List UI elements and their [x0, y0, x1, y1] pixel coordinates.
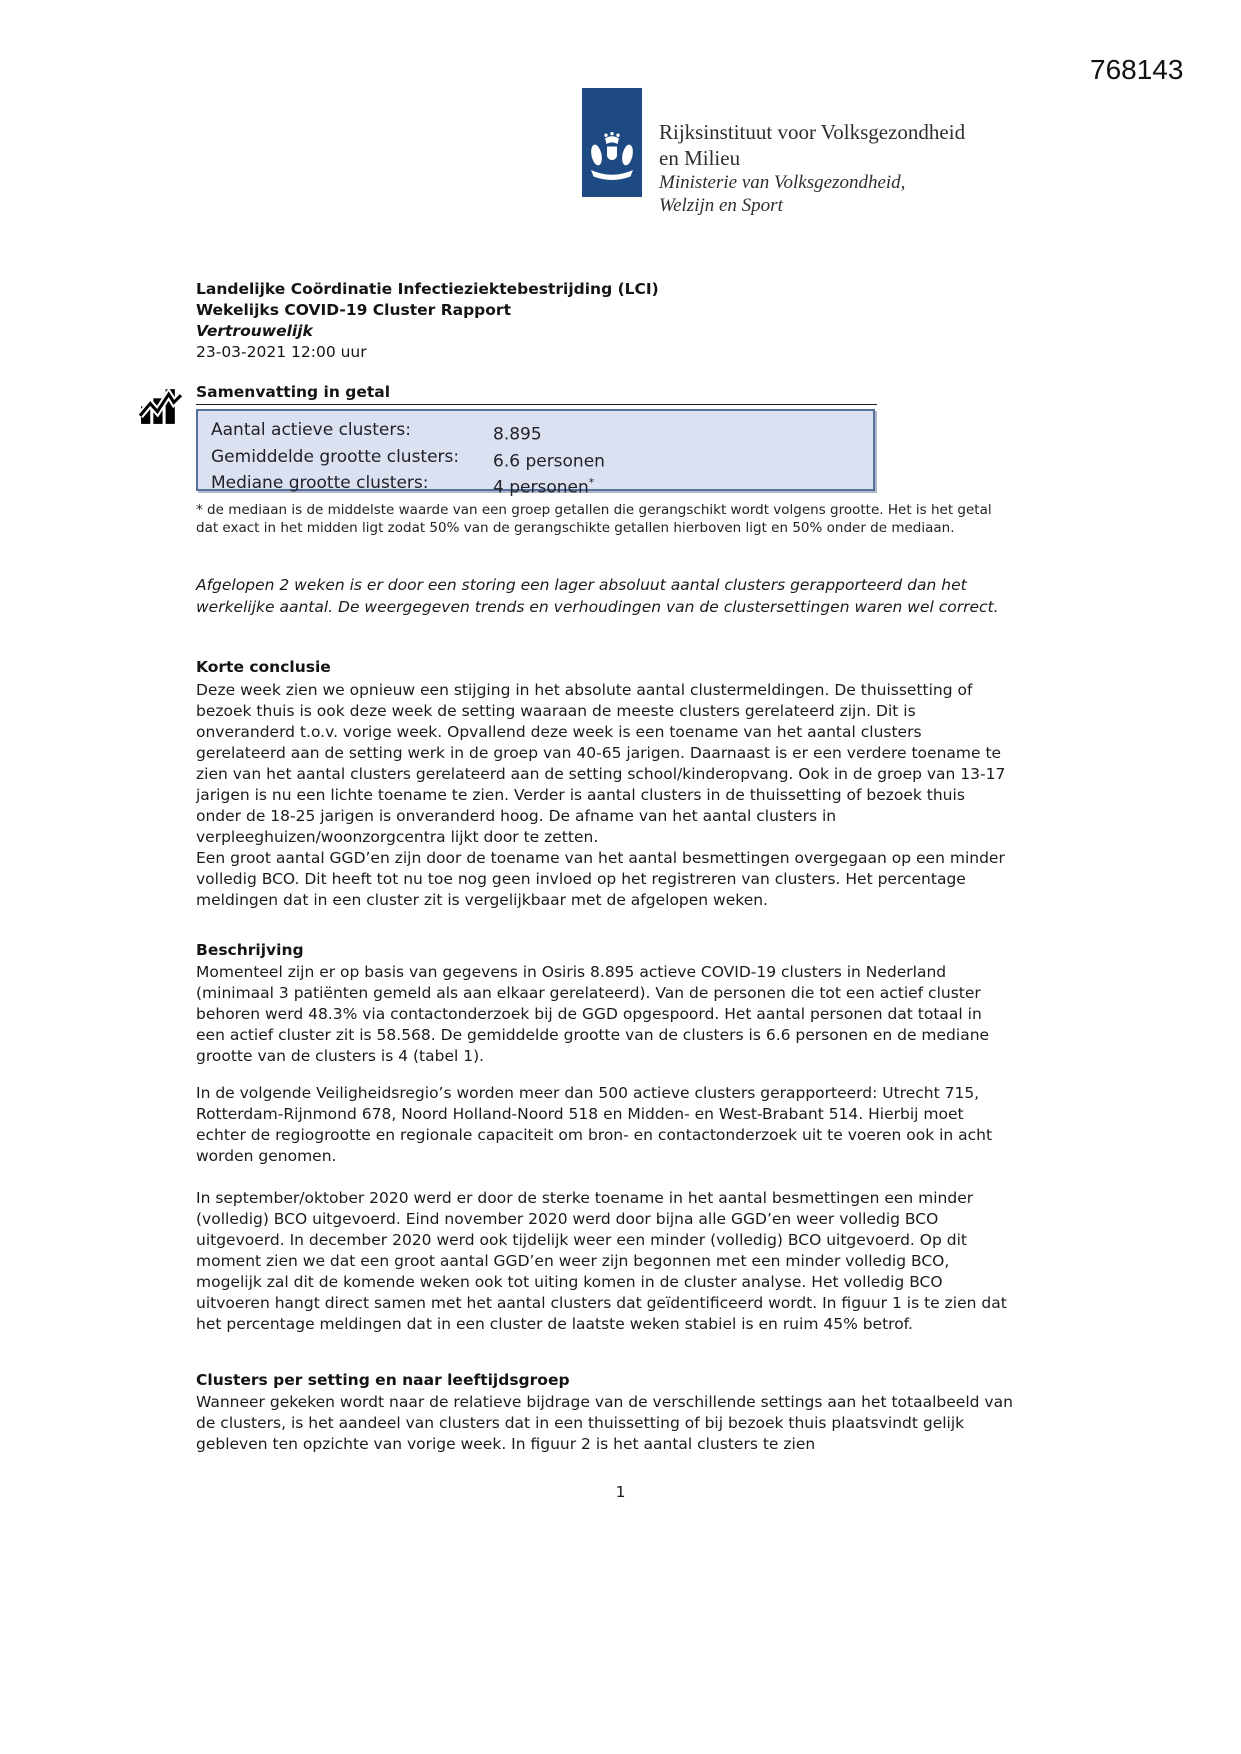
summary-value: 8.895 — [493, 424, 542, 445]
report-datetime: 23-03-2021 12:00 uur — [196, 343, 367, 361]
summary-row — [211, 446, 873, 473]
report-title: Wekelijks COVID-19 Cluster Rapport — [196, 301, 511, 319]
beschrijving-para3: In september/oktober 2020 werd er door de sterke toename in het aantal besmettingen een minder (volledig) BCO uitgevoerd. Eind november 2020 werd door bijna alle GGD’en weer volledig BCO uitgevoerd. In december 2020 werd ook tijdelijk weer een minder (volledig) BCO uitgevoerd. Op dit moment zien we dat een groot aantal GGD’en weer zijn begonnen met een minder volledig BCO, mogelijk zal dit de komende weken ook tot uiting komen in de cluster analyse. Het volledig BCO uitvoeren hangt direct samen met het aantal clusters dat geïdentificeerd wordt. In figuur 1 is te zien dat het percentage meldingen dat in een cluster de laatste weken stabiel is en ruim 45% betrof. — [196, 1189, 1007, 1333]
clusters-setting-heading: Clusters per setting en naar leeftijdsgroep — [196, 1371, 570, 1389]
logo-ministry-line2: Welzijn en Sport — [659, 195, 783, 216]
beschrijving-heading: Beschrijving — [196, 941, 304, 959]
summary-value: 6.6 personen — [493, 451, 605, 472]
beschrijving-para2: In de volgende Veiligheidsregio’s worden meer dan 500 actieve clusters gerapporteerd: Utrecht 715, Rotterdam-Rijnmond 678, Noord Holland-Noord 518 en Midden- en West-Brabant 514. Hierbij moet echter de regiogrootte en regionale capaciteit om bron- en contactonderzoek uit te voeren ook in acht worden genomen. — [196, 1084, 993, 1165]
beschrijving-para1: Momenteel zijn er op basis van gegevens in Osiris 8.895 actieve COVID-19 clusters in Nederland (minimaal 3 patiënten gemeld als aan elkaar gerelateerd). Van de personen die tot een actief cluster behoren werd 48.3% via contactonderzoek bij de GGD opgespoord. Het aantal personen dat totaal in een actief cluster zit is 58.568. De gemiddelde grootte van de clusters is 6.6 personen en de mediane grootte van de clusters is 4 (tabel 1). — [196, 963, 990, 1065]
korte-conclusie-heading: Korte conclusie — [196, 658, 331, 676]
page-number: 1 — [615, 1483, 626, 1501]
logo-institute-line1: Rijksinstituut voor Volksgezondheid — [659, 120, 966, 144]
rivm-logo-flag — [582, 88, 642, 197]
report-org-title: Landelijke Coördinatie Infectieziektebestrijding (LCI) — [196, 280, 659, 298]
summary-row — [211, 419, 873, 446]
logo-institute-line2: en Milieu — [659, 146, 741, 170]
coat-of-arms-icon — [589, 132, 635, 188]
confidential-label: Vertrouwelijk — [196, 322, 313, 340]
korte-conclusie-para1: Deze week zien we opnieuw een stijging in het absolute aantal clustermeldingen. De thuissetting of bezoek thuis is ook deze week de setting waaraan de meeste clusters gerelateerd zijn. Dit is onveranderd t.o.v. vorige week. Opvallend deze week is een toename van het aantal clusters gerelateerd aan de setting werk in de groep van 40-65 jarigen. Daarnaast is er een verdere toename te zien van het aantal clusters gerelateerd aan de setting school/kinderopvang. Ook in de groep van 13-17 jarigen is nu een lichte toename te zien. Verder is aantal clusters in de thuissetting of bezoek thuis onder de 18-25 jarigen is onveranderd hoog. De afname van het aantal clusters in verpleeghuizen/woonzorgcentra lijkt door te zetten. — [196, 681, 1006, 846]
korte-conclusie-text — [196, 680, 1014, 911]
bar-chart-icon — [139, 385, 182, 428]
summary-label: Aantal actieve clusters: — [211, 420, 411, 440]
rivm-logo-text — [659, 119, 965, 217]
report-title-block — [196, 279, 659, 363]
summary-label: Gemiddelde grootte clusters: — [211, 446, 460, 467]
korte-conclusie-para2: Een groot aantal GGD’en zijn door de toename van het aantal besmettingen overgegaan op een minder volledig BCO. Dit heeft tot nu toe nog geen invloed op het registreren van clusters. Het percentage meldingen dat in een cluster zit is vergelijkbaar met de afgelopen weken. — [196, 849, 1005, 909]
median-footnote: * de mediaan is de middelste waarde van een groep getallen die gerangschikt wordt volgens grootte. Het is het getal dat exact in het midden ligt zodat 50% van de gerangschikte getallen hierboven ligt en 50% onder de mediaan. — [196, 502, 992, 536]
summary-heading: Samenvatting in getal — [196, 383, 877, 405]
doc-number: 768143 — [1090, 54, 1184, 85]
clusters-setting-para1: Wanneer gekeken wordt naar de relatieve bijdrage van de verschillende settings aan het totaalbeeld van de clusters, is het aandeel van clusters dat in een thuissetting of bij bezoek thuis plaatsvindt gelijk gebleven ten opzichte van vorige week. In figuur 2 is het aantal clusters te zien — [196, 1393, 1013, 1453]
summary-label: Mediane grootte clusters: — [211, 473, 429, 494]
summary-box — [196, 409, 875, 498]
summary-value: 4 personen* — [493, 476, 595, 498]
summary-row — [211, 472, 873, 499]
disruption-notice: Afgelopen 2 weken is er door een storing een lager absoluut aantal clusters gerapporteerd dan het werkelijke aantal. De weergegeven trends en verhoudingen van de clustersettingen waren wel correct. — [196, 576, 999, 616]
logo-ministry-line1: Ministerie van Volksgezondheid, — [659, 172, 906, 193]
